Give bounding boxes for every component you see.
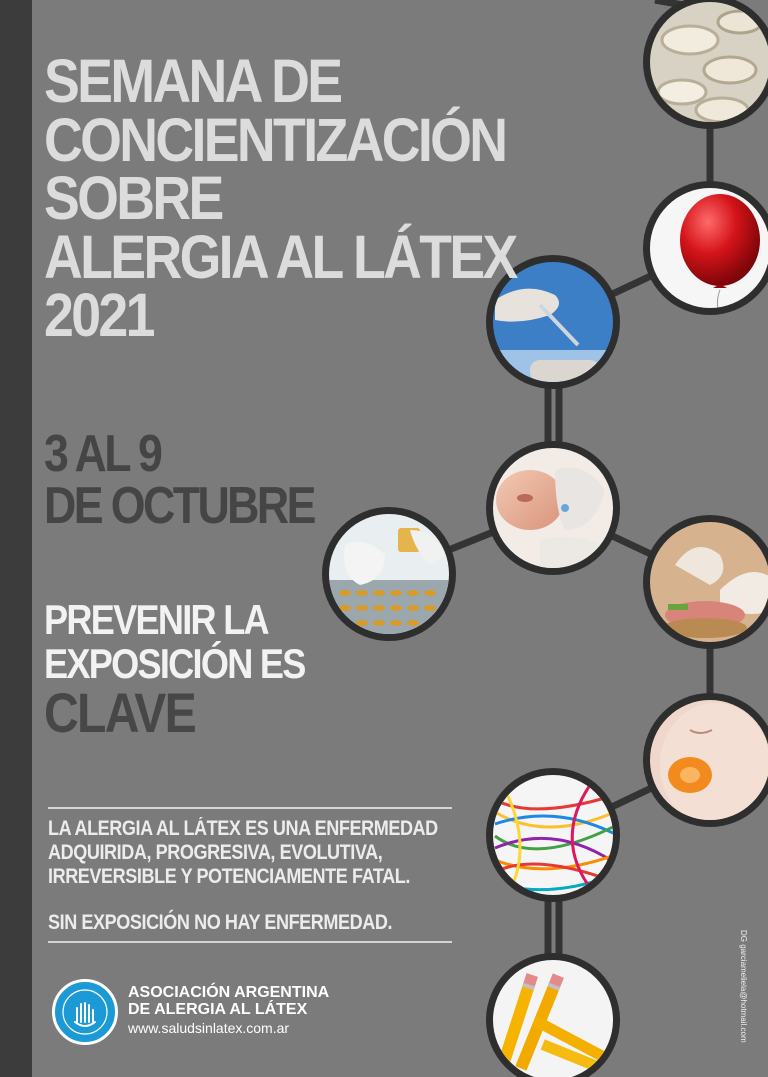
website-link[interactable]: www.saludsinlatex.com.ar <box>128 1020 290 1036</box>
info-line: LA ALERGIA AL LÁTEX ES UNA ENFERMEDAD <box>48 817 438 840</box>
hand-icon <box>55 982 115 1042</box>
title-line: SEMANA DE <box>44 47 341 115</box>
divider-bottom <box>48 941 452 943</box>
org-name-line: DE ALERGIA AL LÁTEX <box>128 1001 308 1018</box>
slogan-line: PREVENIR LA <box>44 596 268 643</box>
newborn-photo <box>486 441 620 580</box>
event-dates <box>44 425 314 535</box>
info-line: IRREVERSIBLE Y POTENCIAMENTE FATAL. <box>48 865 410 888</box>
pencils-photo <box>486 953 620 1077</box>
designer-credit: DG garciameliela@hotmail.com <box>739 930 748 1043</box>
slogan <box>44 598 305 742</box>
association-logo <box>52 979 118 1045</box>
info-closing: SIN EXPOSICIÓN NO HAY ENFERMEDAD. <box>48 911 393 934</box>
org-name-line: ASOCIACIÓN ARGENTINA <box>128 984 330 1001</box>
title-line: ALERGIA AL LÁTEX <box>44 222 516 291</box>
info-line: ADQUIRIDA, PROGRESIVA, EVOLUTIVA, <box>48 841 383 864</box>
condoms-photo <box>640 0 768 130</box>
pills-photo <box>322 507 456 641</box>
title-line: SOBRE <box>44 164 222 232</box>
food-handling-photo <box>640 515 768 650</box>
slogan-key-word: CLAVE <box>44 681 196 744</box>
balloon-photo <box>640 180 768 320</box>
rubber-bands-photo <box>486 768 620 902</box>
slogan-line: EXPOSICIÓN ES <box>44 640 305 687</box>
pacifier-photo <box>640 690 768 830</box>
title-line: CONCIENTIZACIÓN <box>44 105 506 174</box>
info-text <box>48 817 438 935</box>
divider-top <box>48 807 452 809</box>
association-name <box>128 984 329 1037</box>
campaign-title <box>44 47 516 349</box>
dates-line: DE OCTUBRE <box>44 477 314 535</box>
dates-line: 3 AL 9 <box>44 425 161 483</box>
title-year: 2021 <box>44 281 153 349</box>
